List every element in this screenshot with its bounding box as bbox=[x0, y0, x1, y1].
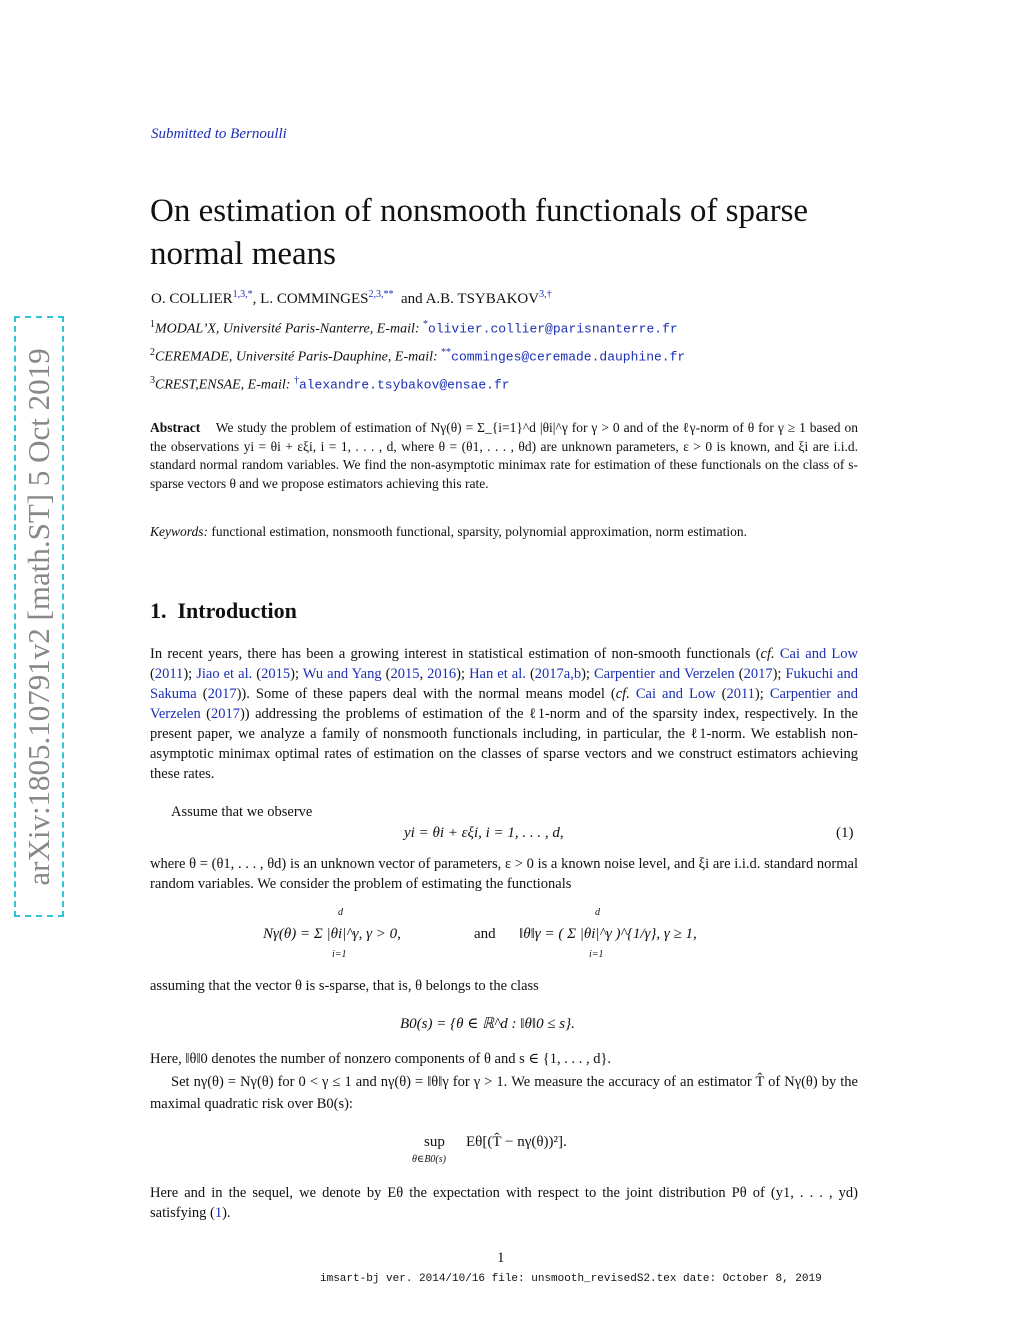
sum-upper-limit: d bbox=[595, 907, 600, 918]
keywords bbox=[150, 523, 858, 542]
equation-3: B0(s) = {θ ∈ ℝ^d : ‖θ‖0 ≤ s}. bbox=[400, 1016, 575, 1032]
citation[interactable]: Wu and Yang bbox=[302, 666, 382, 682]
equation-2-and: and bbox=[474, 926, 496, 942]
equation-4-body: Eθ[(T̂ − nγ(θ))²]. bbox=[466, 1134, 567, 1150]
equation-ref[interactable]: 1 bbox=[214, 1205, 223, 1221]
equation-4-sub: θ∈B0(s) bbox=[412, 1154, 446, 1165]
author-1-affil[interactable]: 1,3,* bbox=[232, 289, 253, 300]
email-link-1[interactable]: olivier.collier@parisnanterre.fr bbox=[428, 321, 678, 337]
assume-text: Assume that we observe bbox=[171, 804, 313, 820]
author-3: and A.B. TSYBAKOV bbox=[401, 291, 540, 307]
abstract bbox=[150, 419, 858, 493]
journal-header[interactable]: Submitted to Bernoulli bbox=[151, 126, 287, 142]
arxiv-identifier: arXiv:1805.10791v2 [math.ST] 5 Oct 2019 bbox=[21, 347, 56, 886]
author-3-affil[interactable]: 3,† bbox=[539, 289, 552, 300]
keywords-text: functional estimation, nonsmooth functional, sparsity, polynomial approximation, norm estimation. bbox=[211, 524, 748, 539]
section-heading: 1. Introduction bbox=[150, 598, 297, 623]
email-link-2[interactable]: comminges@ceremade.dauphine.fr bbox=[451, 349, 686, 365]
author-list: O. $COLLIER^{1,3,*}$, L. $COMMINGES^{2,3,**}$ and A.B. $TSYBAKOV^{3,\dagger}$ bbox=[151, 289, 552, 307]
affiliation-2: $^2$CEREMADE, Université Paris-Dauphine, E-mail: **comminges@ceremade.dauphine.fr bbox=[150, 347, 686, 365]
page-number: 1 bbox=[497, 1250, 505, 1266]
affiliation-1: $^1$MODAL’X, Université Paris-Nanterre, E-mail: *olivier.collier@parisnanterre.fr bbox=[150, 319, 678, 337]
intro-paragraph-1: In recent years, there has been a growing interest in statistical estimation of non-smooth functionals (cf. Cai and Low (2011); Jiao et al. (2015); Wu and Yang (2015, 2016); Han et al. (2017a,b); Carpentier and Verzelen (2017); Fukuchi and Sakuma (2017)). Some of these papers deal with the normal means model (cf. Cai and Low (2011); Carpentier and Verzelen (2017)) addressing the problems of estimation of the ℓ1-norm and of the sparsity index, respectively. In the present paper, we analyze a family of nonsmooth functionals including, in particular, the ℓ1-norm. We establish non-asymptotic minimax optimal rates of estimation on the classes of sparse vectors and we construct estimators achieving these rates. bbox=[150, 646, 859, 782]
arxiv-stamp bbox=[14, 316, 64, 917]
equation-1-tag: (1) bbox=[836, 825, 854, 841]
keywords-label: Keywords: bbox=[150, 524, 208, 539]
citation[interactable]: Han et al. bbox=[469, 666, 526, 682]
affiliation-3: $^3$CREST,ENSAE, E-mail: †alexandre.tsybakov@ensae.fr bbox=[150, 375, 510, 393]
intro-paragraph-6: Here and in the sequel, we denote by Eθ the expectation with respect to the joint distribution Pθ of (y1, . . . , yd) satisfying (1). bbox=[150, 1185, 858, 1221]
abstract-label: Abstract bbox=[150, 420, 201, 435]
equation-2-right: ‖θ‖γ = ( Σ |θi|^γ )^{1/γ}, γ ≥ 1, bbox=[519, 926, 697, 942]
intro-paragraph-2: where θ = (θ1, . . . , θd) is an unknown vector of parameters, ε > 0 is a known noise level, and ξi are i.i.d. standard normal random variables. We consider the problem of estimating the functionals bbox=[150, 856, 858, 892]
intro-paragraph-5: Set nγ(θ) = Nγ(θ) for 0 < γ ≤ 1 and nγ(θ) = ‖θ‖γ for γ > 1. We measure the accuracy of an estimator T̂ of Nγ(θ) by the maximal quadratic risk over B0(s): bbox=[150, 1074, 858, 1112]
email-link-3[interactable]: alexandre.tsybakov@ensae.fr bbox=[298, 377, 510, 393]
paper-title: On estimation of nonsmooth functionals of sparse normal means bbox=[150, 193, 809, 272]
author-1: O. COLLIER bbox=[151, 291, 233, 307]
intro-paragraph-4: Here, ‖θ‖0 denotes the number of nonzero components of θ and s ∈ {1, . . . , d}. bbox=[150, 1051, 612, 1067]
author-2: L. COMMINGES bbox=[260, 291, 369, 307]
equation-1: yi = θi + εξi, i = 1, . . . , d, bbox=[404, 825, 564, 841]
equation-2-left: Nγ(θ) = Σ |θi|^γ, γ > 0, bbox=[263, 926, 401, 942]
equation-4-sup: sup bbox=[424, 1134, 445, 1150]
sum-lower-limit: i=1 bbox=[589, 949, 604, 960]
citation[interactable]: Cai and Low bbox=[779, 646, 859, 662]
author-2-affil[interactable]: 2,3,** bbox=[368, 289, 394, 300]
abstract-text: We study the problem of estimation of Nγ(θ) = Σ_{i=1}^d |θi|^γ for γ > 0 and of the ℓγ-norm of θ for γ ≥ 1 based on the observations yi = θi + εξi, i = 1, . . . , d, where θ = (θ1, . . . , θd) are unknown parameters, ε > 0 is known, and ξi are i.i.d. standard normal random variables. We find the non-asymptotic minimax rate for estimation of these functionals on the class of s-sparse vectors θ and we propose estimators achieving this rate. bbox=[150, 420, 858, 491]
citation[interactable]: Jiao et al. bbox=[196, 666, 253, 682]
citation[interactable]: Carpentier and Verzelen bbox=[594, 666, 735, 682]
sum-lower-limit: i=1 bbox=[332, 949, 347, 960]
footer: imsart-bj ver. 2014/10/16 file: unsmooth_revisedS2.tex date: October 8, 2019 bbox=[320, 1273, 822, 1285]
sum-upper-limit: d bbox=[338, 907, 343, 918]
intro-paragraph-3: assuming that the vector θ is s-sparse, that is, θ belongs to the class bbox=[150, 978, 539, 994]
citation[interactable]: Fukuchi and Sakuma bbox=[150, 666, 858, 702]
